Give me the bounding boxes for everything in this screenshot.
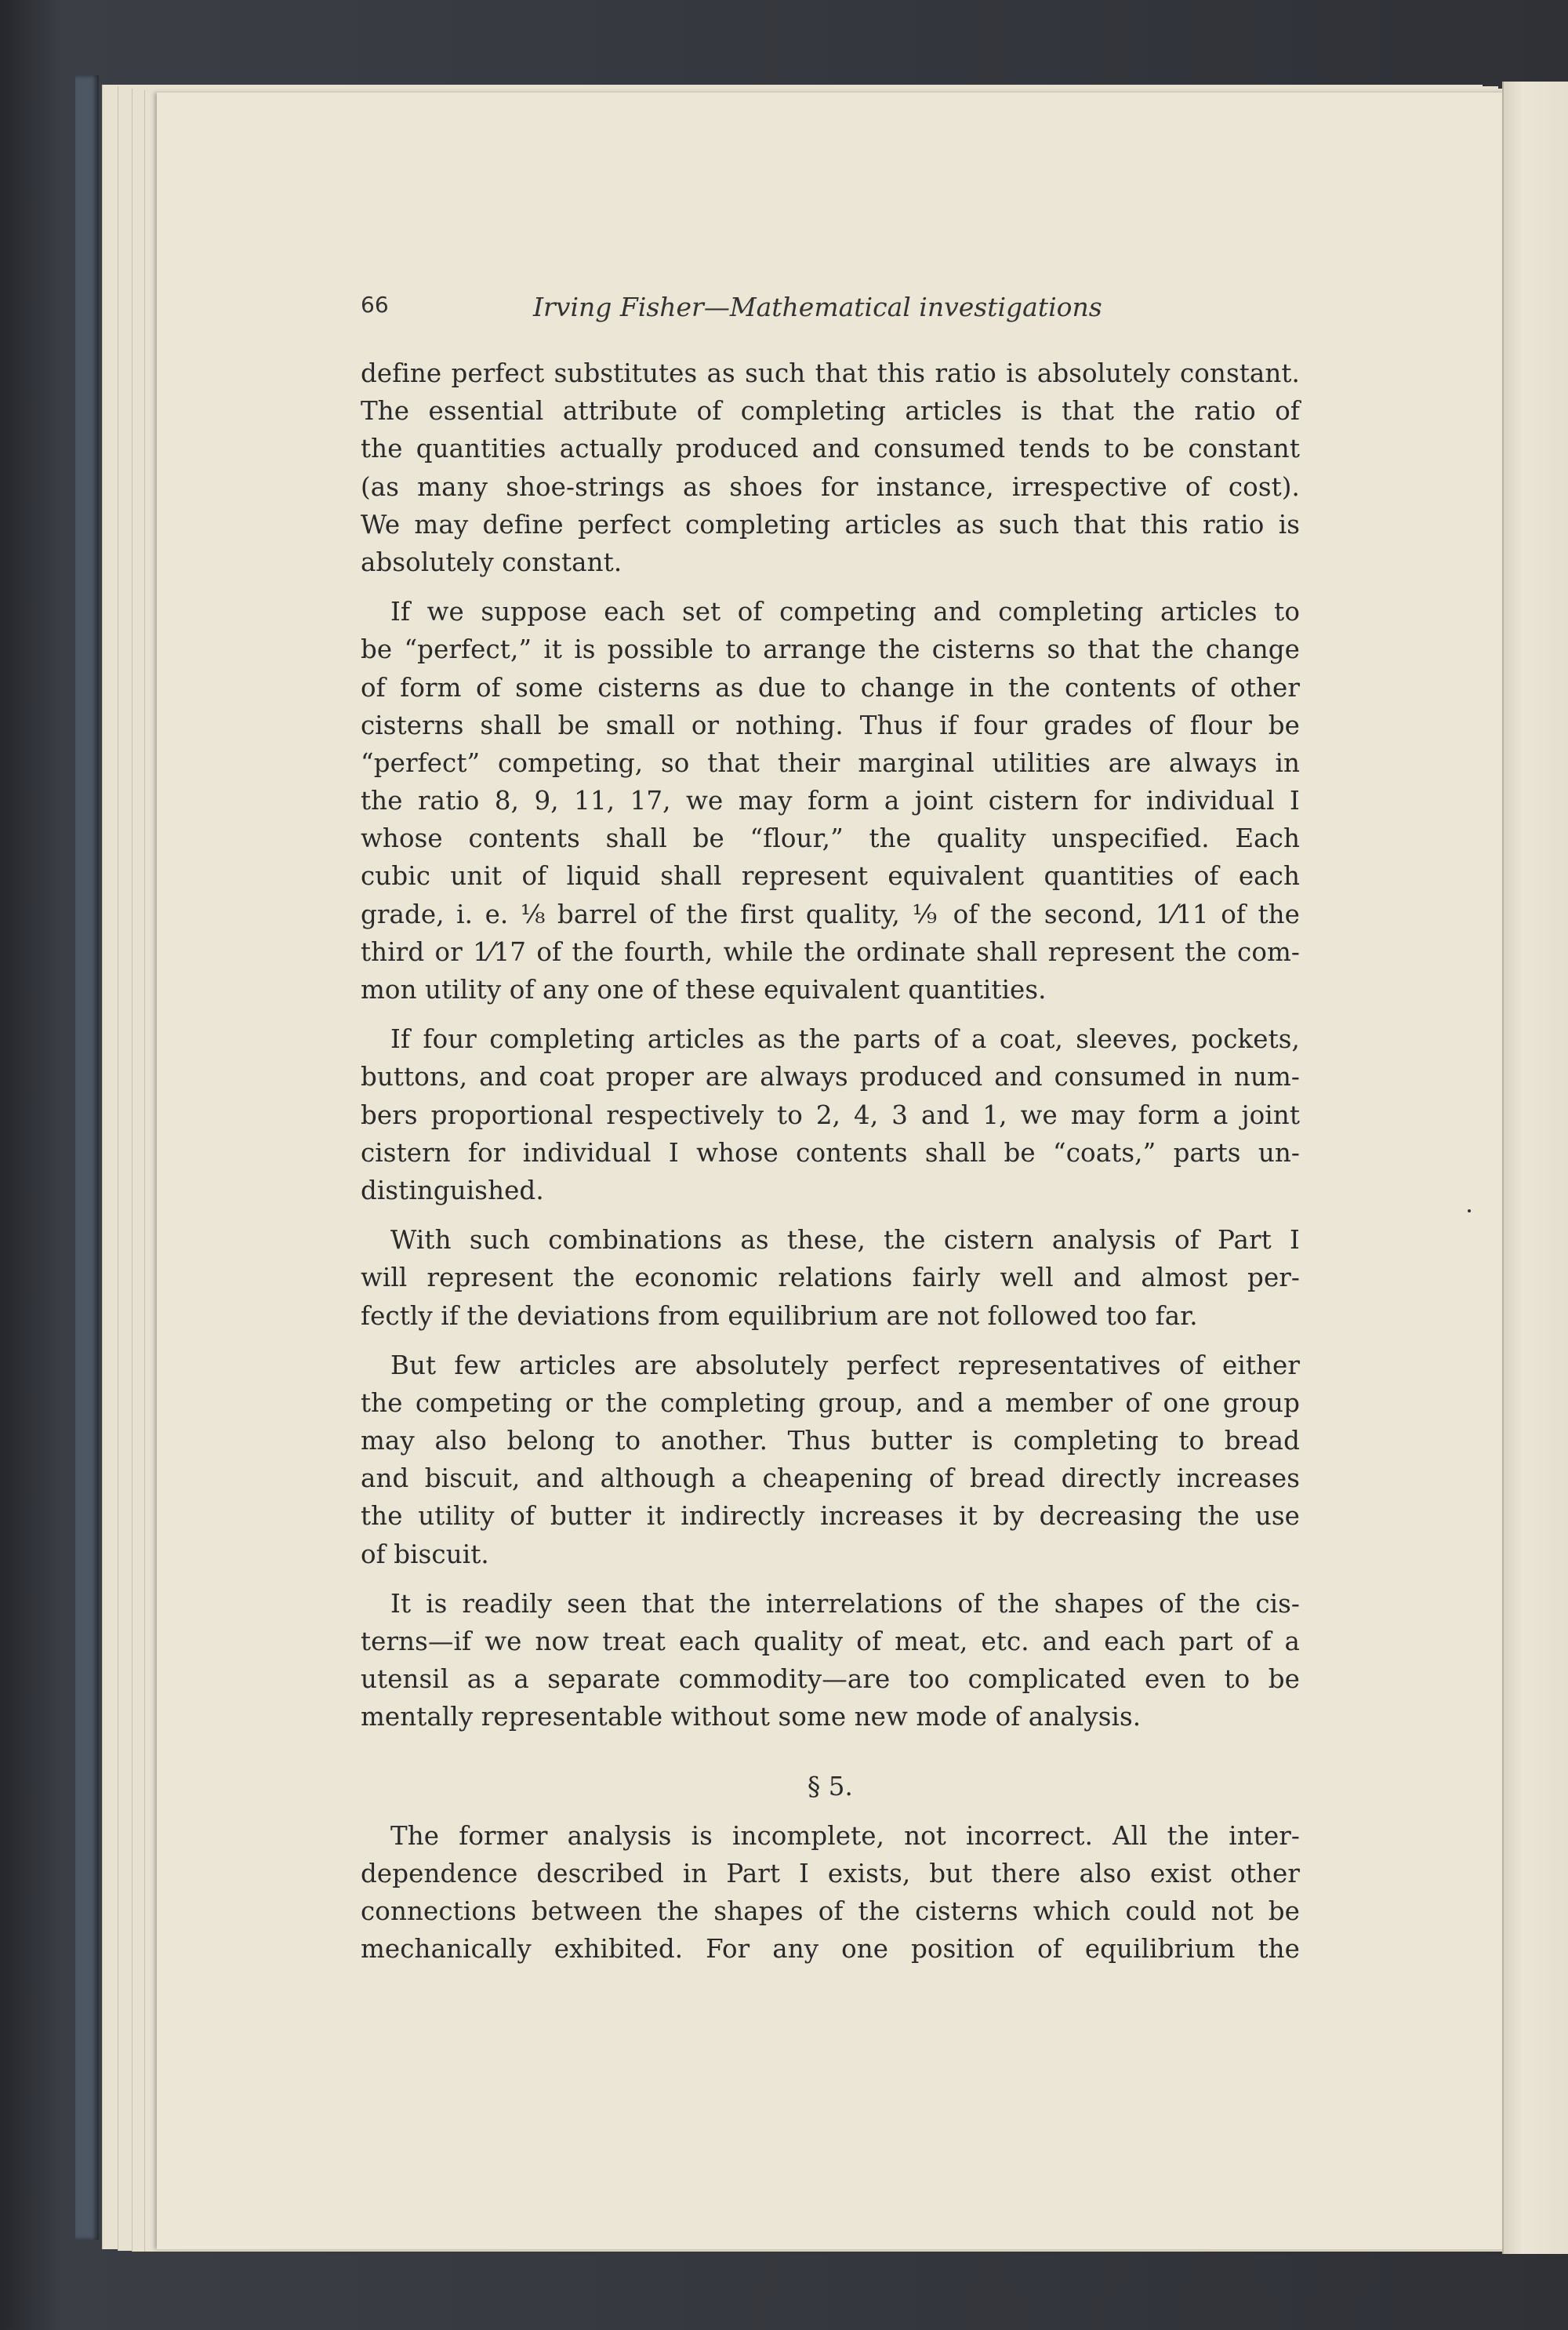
page-body — [361, 354, 1300, 1968]
text-line: may also belong to another. Thus butter is completing to bread — [361, 1426, 1300, 1456]
text-line: the competing or the completing group, and a member of one group — [361, 1387, 1300, 1418]
paper-speck — [1468, 1209, 1471, 1212]
facing-page-edge — [1502, 82, 1568, 2254]
text-line: utensil as a separate commodity—are too complicated even to be — [361, 1664, 1300, 1695]
text-line: will represent the economic relations fairly well and almost per- — [361, 1263, 1300, 1293]
text-line: connections between the shapes of the cisterns which could not be — [361, 1896, 1300, 1927]
text-line: define perfect substitutes as such that this ratio is absolutely constant. — [361, 358, 1300, 388]
text-line: If we suppose each set of competing and completing articles to — [390, 597, 1300, 627]
text-line: It is readily seen that the interrelations of the shapes of the cis- — [390, 1588, 1300, 1619]
text-line: mechanically exhibited. For any one position of equilibrium the — [361, 1934, 1300, 1965]
text-line: the ratio 8, 9, 11, 17, we may form a joint cistern for individual I — [361, 786, 1300, 816]
text-line: (as many shoe-strings as shoes for instance, irrespective of cost). — [361, 471, 1300, 502]
text-line: cistern for individual I whose contents shall be “coats,” parts un- — [361, 1137, 1300, 1168]
text-line: cubic unit of liquid shall represent equivalent quantities of each — [361, 861, 1300, 892]
text-line: whose contents shall be “flour,” the quality unspecified. Each — [361, 823, 1300, 854]
text-line: mentally representable without some new mode of analysis. — [361, 1702, 1142, 1732]
text-line: and biscuit, and although a cheapening of bread directly increases — [361, 1463, 1300, 1494]
section-heading: § 5. — [808, 1771, 853, 1801]
text-line: fectly if the deviations from equilibrium are not followed too far. — [361, 1300, 1198, 1331]
text-line: of biscuit. — [361, 1539, 489, 1569]
text-line: distinguished. — [361, 1175, 544, 1205]
text-line: The former analysis is incomplete, not incorrect. All the inter- — [390, 1820, 1300, 1851]
text-line: bers proportional respectively to 2, 4, 3 and 1, we may form a joint — [361, 1100, 1300, 1130]
text-line: If four completing articles as the parts of a coat, sleeves, pockets, — [390, 1024, 1300, 1055]
text-line: terns—if we now treat each quality of meat, etc. and each part of a — [361, 1627, 1300, 1656]
text-line: cisterns shall be small or nothing. Thus if four grades of flour be — [361, 710, 1300, 740]
text-line: dependence described in Part I exists, but there also exist other — [361, 1858, 1300, 1888]
text-line: buttons, and coat proper are always produced and consumed in num- — [361, 1062, 1300, 1092]
text-line: mon utility of any one of these equivalent quantities. — [361, 975, 1047, 1005]
text-line: of form of some cisterns as due to change in the contents of other — [361, 672, 1300, 703]
running-title: Irving Fisher—Mathematical investigations — [533, 292, 1102, 322]
page-number: 66 — [361, 292, 389, 318]
text-line: grade, i. e. ⅛ barrel of the first quality, ⅑ of the second, 1⁄11 of the — [361, 899, 1300, 929]
text-line: With such combinations as these, the cistern analysis of Part I — [390, 1225, 1300, 1256]
text-line: But few articles are absolutely perfect representatives of either — [390, 1350, 1300, 1380]
text-line: third or 1⁄17 of the fourth, while the ordinate shall represent the com- — [361, 936, 1300, 967]
text-line: “perfect” competing, so that their marginal utilities are always in — [361, 747, 1300, 778]
text-line: The essential attribute of completing articles is that the ratio of — [361, 396, 1300, 427]
text-line: the quantities actually produced and consumed tends to be constant — [361, 434, 1300, 464]
text-line: the utility of butter it indirectly increases it by decreasing the use — [361, 1501, 1300, 1532]
text-line: be “perfect,” it is possible to arrange the cisterns so that the change — [361, 634, 1300, 665]
cover-edge — [75, 75, 99, 2240]
text-line: absolutely constant. — [361, 547, 622, 577]
text-line: We may define perfect completing articles as such that this ratio is — [361, 509, 1300, 540]
